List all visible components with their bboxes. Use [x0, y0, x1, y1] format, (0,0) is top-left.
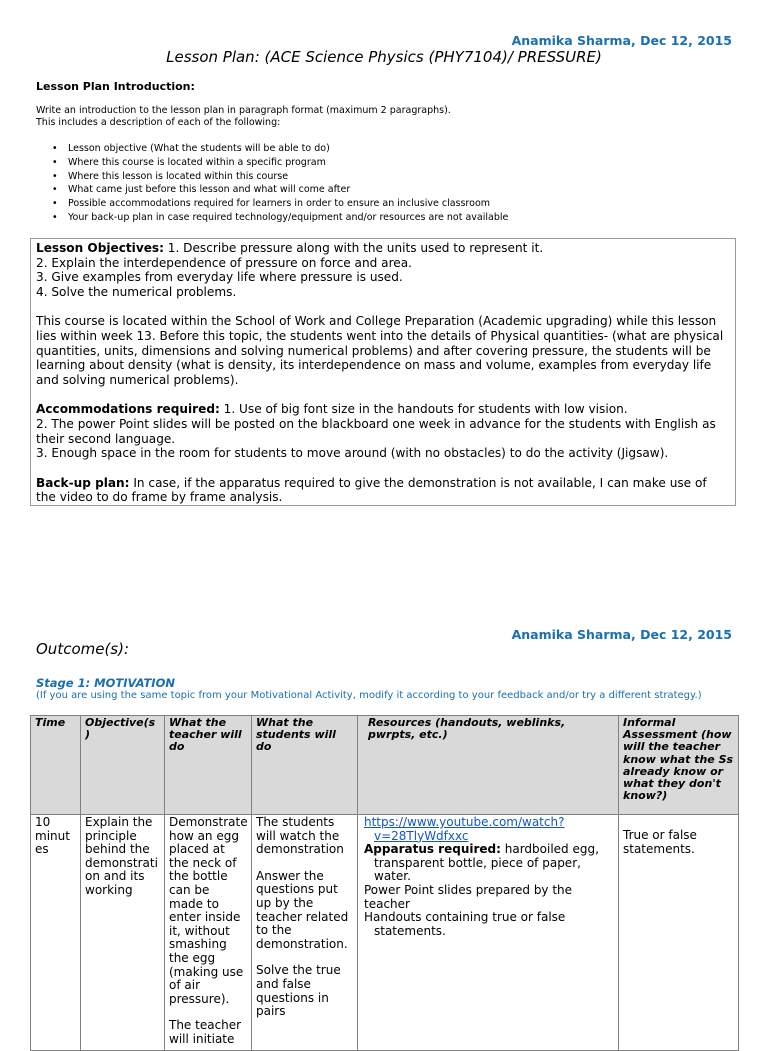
lesson-intro-box	[30, 238, 736, 506]
intro-instructions	[36, 105, 736, 129]
intro-line-2: This includes a description of each of the following:	[36, 117, 281, 128]
bullet-item: • Possible accommodations required for learners in order to ensure an inclusive classroom	[52, 197, 508, 211]
backup-text: In case, if the apparatus required to give the demonstration is not available, I can make use of the video to do frame by frame analysis.	[36, 475, 707, 505]
spacer	[36, 461, 730, 476]
page-title: Lesson Plan: (ACE Science Physics (PHY7104)/ PRESSURE)	[166, 48, 602, 66]
resource-apparatus	[364, 843, 614, 884]
bullet-item: • Your back-up plan in case required technology/equipment and/or resources are not available	[52, 211, 508, 225]
page-two	[0, 620, 768, 1046]
teacher-action: Demonstrate how an egg placed at the neck of the bottle can be made to enter inside it, without smashing the egg (making use of air pressure).	[169, 815, 248, 1006]
resource-handouts: Handouts containing true or false statements.	[364, 910, 566, 938]
apparatus-text: hardboiled egg, transparent bottle, piece of paper, water.	[374, 842, 599, 884]
cell-time: 10 minut es	[31, 815, 81, 1051]
spacer	[36, 299, 730, 314]
teacher-action: The teacher will initiate	[169, 1018, 242, 1046]
column-header-students: What the students will do	[252, 716, 358, 815]
intro-line-1: Write an introduction to the lesson plan in paragraph format (maximum 2 paragraphs).	[36, 105, 451, 116]
resource-weblink-wrap	[364, 816, 614, 843]
cell-resources	[358, 815, 619, 1051]
objective-item: 3. Give examples from everyday life where pressure is used.	[36, 270, 403, 285]
outcome-heading: Outcome(s):	[36, 640, 130, 658]
apparatus-label: Apparatus required:	[364, 842, 501, 857]
column-header-objective: Objective(s )	[81, 716, 165, 815]
column-header-time: Time	[31, 716, 81, 815]
stage-title: Stage 1: MOTIVATION	[36, 676, 175, 690]
student-action: Solve the true and false questions in pairs	[256, 963, 341, 1019]
backup-paragraph	[36, 476, 730, 505]
cell-objective: Explain the principle behind the demonstrati on and its working	[81, 815, 165, 1051]
accommodation-item: 1. Use of big font size in the handouts for students with low vision.	[219, 402, 628, 417]
resource-weblink[interactable]: https://www.youtube.com/watch?v=28TlyWdfxxc	[364, 815, 565, 843]
table-row	[31, 815, 739, 1051]
accommodation-item: 3. Enough space in the room for students to move around (with no obstacles) to do the activity (Jigsaw).	[36, 446, 669, 461]
backup-label: Back-up plan:	[36, 475, 130, 490]
spacer	[256, 857, 353, 870]
resource-slides: Power Point slides prepared by the teacher	[364, 882, 573, 911]
lesson-plan-table	[30, 715, 739, 1051]
intro-heading: Lesson Plan Introduction:	[36, 80, 195, 93]
student-action: Answer the questions put up by the teacher related to the demonstration.	[256, 868, 349, 951]
bullet-item: • Lesson objective (What the students will be able to do)	[52, 142, 508, 156]
accommodation-item: 2. The power Point slides will be posted on the blackboard one week in advance for the students with English as their second language.	[36, 416, 716, 446]
author-date: Anamika Sharma, Dec 12, 2015	[511, 33, 732, 48]
objective-item: 4. Solve the numerical problems.	[36, 284, 237, 299]
column-header-assessment: Informal Assessment (how will the teacher know what the Ss already know or what they don't know?)	[619, 716, 739, 815]
column-header-teacher: What the teacher will do	[165, 716, 252, 815]
bullet-item: • Where this lesson is located within this course	[52, 170, 508, 184]
intro-bullet-list	[52, 142, 508, 225]
author-date: Anamika Sharma, Dec 12, 2015	[511, 627, 732, 642]
student-action: The students will watch the demonstration	[256, 815, 344, 857]
objectives-line-1	[36, 241, 730, 256]
cell-students	[252, 815, 358, 1051]
table-header-row	[31, 716, 739, 815]
objective-item: 2. Explain the interdependence of pressure on force and area.	[36, 255, 412, 270]
cell-teacher	[165, 815, 252, 1051]
stage-note: (If you are using the same topic from your Motivational Activity, modify it according to your feedback and/or try a different strategy.)	[36, 690, 702, 701]
accommodations-label: Accommodations required:	[36, 402, 220, 417]
spacer	[36, 387, 730, 402]
objective-item: 1. Describe pressure along with the units used to represent it.	[163, 241, 544, 255]
bullet-item: • Where this course is located within a specific program	[52, 156, 508, 170]
objectives-label: Lesson Objectives:	[36, 241, 164, 255]
course-paragraph: This course is located within the School of Work and College Preparation (Academic upgrading) while this lesson lies within week 13. Before this topic, the students went into the details of Physical quantities- (what are physical quantities, units, dimensions and solving numerical problems) and after covering pressure, the students will be learning about density (what is density, its interdependence on mass and volume, examples from everyday life and solving numerical problems).	[36, 314, 724, 387]
column-header-resources: Resources (handouts, weblinks, pwrpts, etc.)	[358, 716, 619, 815]
bullet-item: • What came just before this lesson and what will come after	[52, 183, 508, 197]
accommodations-line-1	[36, 402, 730, 417]
cell-assessment: True or false statements.	[619, 815, 739, 1051]
